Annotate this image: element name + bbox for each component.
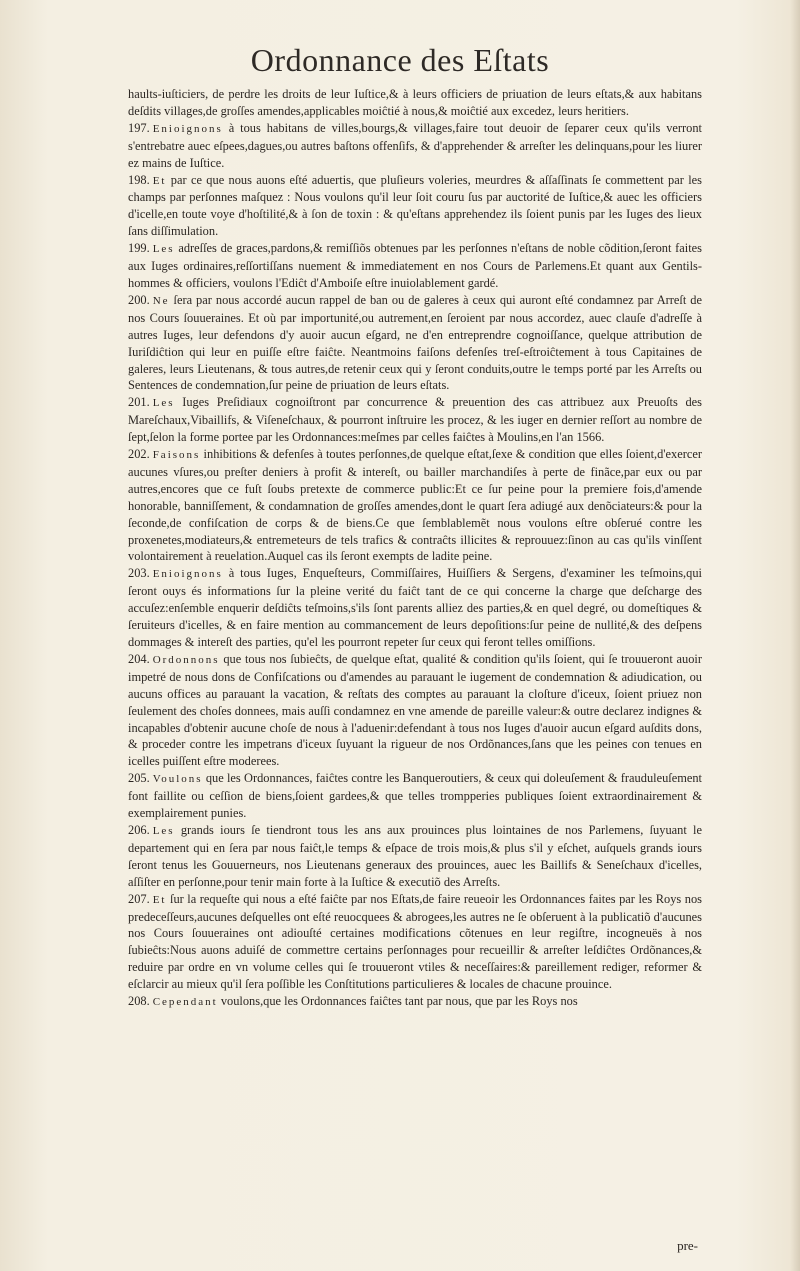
- article-205: [128, 770, 702, 822]
- article-text: inhibitions & defenſes à toutes perſonnes,de quelque eſtat,ſexe & condition que elles ſoient,d'exercer aucunes vſures,ou preſter deniers à profit & intereſt, ou bailler marchandiſes à perte de finãce,par eux ou par autres,encores que ce fuſt ſoubs pretexte de commerce public:Et ce ſur peine pour la premiere fois,d'amende honorable, banniſſement, & condamnation de groſſes amendes,dont le quart ſera adiugé aux denõciateurs:& pour la ſeconde,de confiſcation de corps & de biens.Ce que ſemblablemẽt nous voulons eſtre obſerué contre les proxenetes,modiateurs,& entremeteurs de tels trafics & contraĉts illicites & reprouuez:ſinon au cas qu'ils vinſſent volontairement à reuelation.Auquel cas ils ſeront exempts de ladite peine.: [128, 447, 702, 564]
- article-number: 205.: [128, 771, 150, 786]
- article-lead-word: Ordonnons: [152, 653, 220, 666]
- article-203: [128, 565, 702, 651]
- article-number: 201.: [128, 395, 150, 410]
- article-lead-word: Les: [152, 397, 175, 410]
- article-number: 202.: [128, 447, 150, 462]
- article-lead-word: Les: [152, 824, 175, 837]
- article-lead-word: Faisons: [152, 449, 201, 462]
- article-lead-word: Cependant: [152, 996, 218, 1009]
- article-197: [128, 120, 702, 172]
- article-208: [128, 993, 702, 1011]
- page-title: Ordonnance des Eſtats: [250, 42, 550, 78]
- article-number: 208.: [128, 994, 150, 1009]
- article-number: 206.: [128, 822, 150, 837]
- article-text: Iuges Preſidiaux cognoiſtront par concurrence & preuention des cas attribuez aux Preuoſts des Mareſchaux,Vibaillifs, & Viſeneſchaux, & pourront inſtruire les procez, & les iuger en dernier reſſort au nombre de ſept,ſelon la forme portee par les Ordonnances:meſmes par celles faiĉtes à Moulins,en l'an 1566.: [128, 395, 702, 445]
- article-number: 204.: [128, 651, 150, 666]
- article-text: à tous habitans de villes,bourgs,& villages,faire tout deuoir de ſeparer ceux qu'ils verront s'entrebatre auec eſpees,dagues,ou autres baſtons offenſifs, & d'apprehender & arreſter les delinquans,pour les liurer ez mains de Iuſtice.: [128, 120, 702, 170]
- paragraph-continuation: [128, 86, 702, 120]
- article-text: que les Ordonnances, faiĉtes contre les Banqueroutiers, & ceux qui doleuſement & frauduleuſement font faillite ou ceſſion de biens,ſoient gardees,& que telles trompperies publiques ſoient extraordinairement & exemplairement punies.: [128, 771, 702, 821]
- article-lead-word: Et: [152, 893, 167, 906]
- article-number: 203.: [128, 566, 150, 581]
- article-text: ſera par nous accordé aucun rappel de ban ou de galeres à ceux qui auront eſté condamnez par Arreſt de nos Cours ſouueraines. Et où par importunité,ou autrement,en ſeroient par nous accordez, auec clauſe d'adreſſe à autres Iuges, leur defendons d'y auoir aucun eſgard, ne d'en entreprendre cognoiſſance, quelque attribution de Iuriſdiĉtion qui leur en puiſſe eſtre faiĉte. Neantmoins faiſons defenſes treſ-eſtroiĉtement à tous Capitaines de galeres, leurs Lieutenans, & tous autres,de retenir ceux qui y ſeront conduits,outre le temps porté par les Arreſts ou Sentences de condemnation,ſur peine de priuation de leurs eſtats.: [128, 292, 702, 393]
- paragraph-text: haults-iuſticiers, de perdre les droits de leur Iuſtice,& à leurs officiers de priuation de leurs eſtats,& aux habitans deſdits villages,de groſſes amendes,applicables moiĉtié à nous,& moiĉtié aux excedez, leurs heritiers.: [128, 87, 702, 118]
- article-lead-word: Enioignons: [152, 568, 223, 581]
- article-text: que tous nos ſubieĉts, de quelque eſtat, qualité & condition qu'ils ſoient, qui ſe trouueront auoir impetré de nous dons de Confiſcations ou d'amendes au parauant le iugement de condemnation & adiudication, ou aucuns offices au parauant la vacation, & reſtats des comptes au parauant la cloſture d'iceux, ſoient priuez non ſeulement des choſes donnees, mais auſſi condamnez en vne amende de pareille valeur:& outre declarez indignes & incapables d'obtenir aucune choſe de nous à l'aduenir:defendant à tous nos Iuges d'auoir aucun eſgard auſdits dons, & proceder contre les impetrans d'iceux ſuyuant la rigueur de nos Ordõnances,ſans que les peines con tenues en icelles puiſſent eſtre moderees.: [128, 651, 702, 769]
- article-201: [128, 394, 702, 446]
- catchword: pre-: [677, 1238, 698, 1253]
- article-206: [128, 822, 702, 891]
- article-lead-word: Et: [152, 174, 167, 187]
- article-lead-word: Les: [152, 243, 175, 256]
- article-lead-word: Voulons: [152, 773, 203, 786]
- article-202: [128, 446, 702, 565]
- article-text: par ce que nous auons eſté aduertis, que pluſieurs voleries, meurdres & aſſaſſinats ſe commettent par les champs par perſonnes maſquez : Nous voulons qu'il leur ſoit couru ſus par auctorité de Iuſtice,& auec les officiers d'icelle,en toute voye d'hoſtilité,& à ſon de toxin : & qu'eſtans apprehendez ils ſoient punis par les Iuges des lieux ſans diſſimulation.: [128, 172, 702, 239]
- article-number: 200.: [128, 292, 150, 307]
- article-text: adreſſes de graces,pardons,& remiſſiõs obtenues par les perſonnes n'eſtans de noble cõdition,ſeront faites aux Iuges ordinaires,reſſortiſſans nuement & immediatement en nos Cours de Parlemens.Et quant aux Gentils-hommes & officiers, voulons l'Ediĉt d'Amboiſe eſtre inuiolablement gardé.: [128, 241, 702, 290]
- article-number: 198.: [128, 172, 150, 187]
- article-200: [128, 292, 702, 394]
- article-207: [128, 891, 702, 993]
- article-number: 199.: [128, 241, 150, 256]
- article-198: [128, 172, 702, 241]
- page-edge-shadow: [790, 0, 800, 1271]
- article-text: ſur la requeſte qui nous a eſté faiĉte par nos Eſtats,de faire reueoir les Ordonnances faites par les Roys nos predeceſſeurs,aucunes deſquelles ont eſté reuocquees & abrogees,les autres ne ſe obſeruent à la publicatiõ d'aucunes nos Cours ſouueraines ont adiouſté certaines modifications cõtenues en leur regiſtre, incogneuës à nos ſubieĉts:Nous auons aduiſé de commettre certains perſonnages pour recueillir & arreſter leſdiĉtes Ordõnances,& reduire par ordre en vn volume celles qui ſe trouueront vtiles & neceſſaires:& pareillement rediger, reformer & eſclarcir au mieux qu'il ſera poſſible les Conſtitutions particulieres & locales de chacune prouince.: [128, 891, 702, 992]
- article-text: voulons,que les Ordonnances faiĉtes tant par nous, que par les Roys nos: [217, 994, 578, 1009]
- article-204: [128, 651, 702, 770]
- article-text: à tous Iuges, Enqueſteurs, Commiſſaires, Huiſſiers & Sergens, d'examiner les teſmoins,qui ſeront ouys és informations ſur la pleine verité du faiĉt tant de ce qui concerne la charge que deſcharge des accuſez:enſemble enquerir deſdiĉts teſmoins,s'ils ſont parents alliez des parties,& en quel degré, ou domeſtiques & ſeruiteurs d'icelles, & en faire mention au commancement de leurs depoſitions:ſur peine de nullité,& des deſpens dommages & intereſt des parties, qu'el les pourront repeter ſur ceux qui feront telles omiſſions.: [128, 566, 702, 649]
- article-199: [128, 240, 702, 292]
- body-text: [128, 86, 702, 1011]
- article-lead-word: Enioignons: [152, 122, 223, 135]
- article-number: 197.: [128, 120, 150, 135]
- article-number: 207.: [128, 891, 150, 906]
- article-text: grands iours ſe tiendront tous les ans aux prouinces plus lointaines de nos Parlemens, ſuyuant le departement qui en ſera par nous faiĉt,le temps & eſpace de trois mois,& plus s'il y eſchet, auſquels grands iours ſeront tenus les Gouuerneurs, nos Lieutenans generaux des prouinces, auec les Baillifs & Seneſchaux d'icelles, aſſiſter en perſonne,pour tenir main forte à la Iuſtice & executiõ des Arreſts.: [128, 822, 702, 889]
- article-lead-word: Ne: [152, 294, 170, 307]
